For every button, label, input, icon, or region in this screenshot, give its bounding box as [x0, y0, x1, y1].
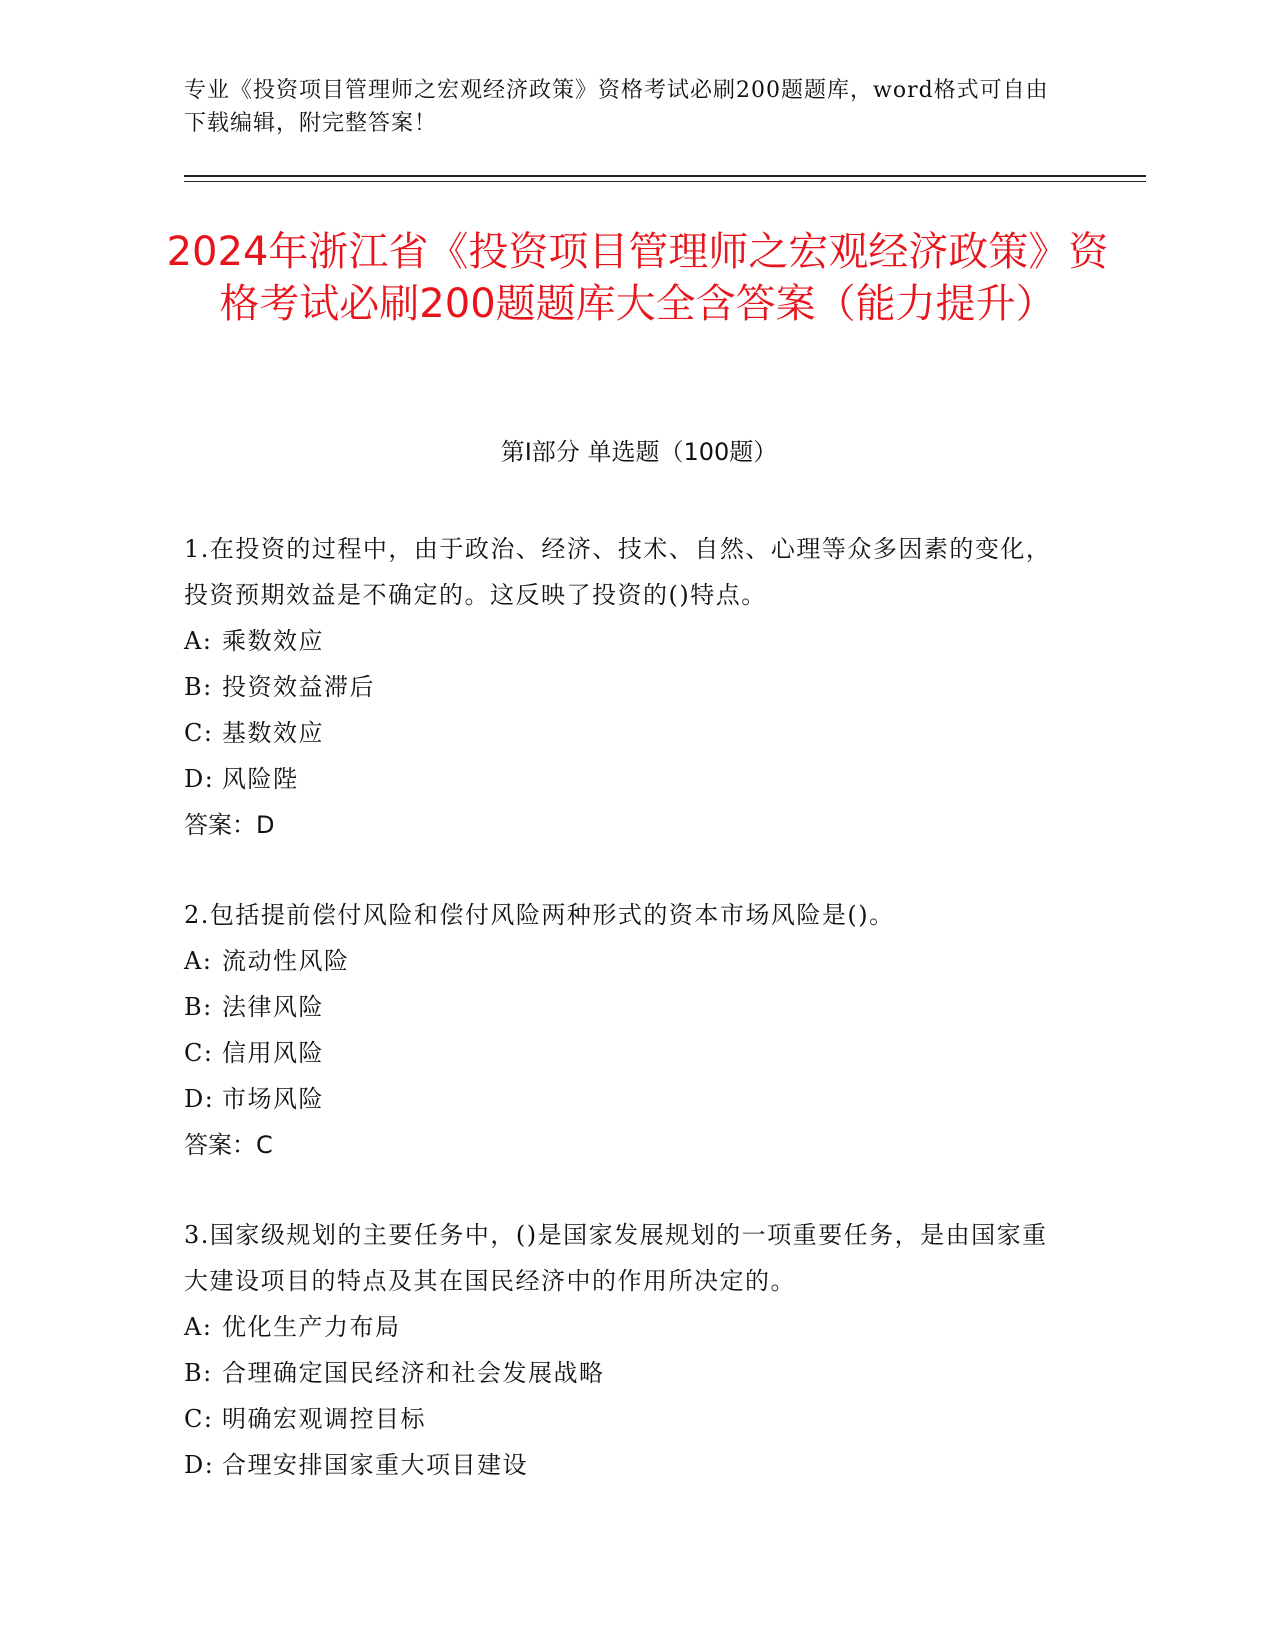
option-d	[184, 1442, 1064, 1488]
option-a	[184, 1304, 1064, 1350]
option-letter: C:	[184, 1405, 214, 1433]
header-note: 专业《投资项目管理师之宏观经济政策》资格考试必刷200题题库，word格式可自由下载编辑，附完整答案！	[184, 78, 1049, 136]
option-letter: B:	[184, 1359, 213, 1387]
answer-label: 答案：	[184, 811, 256, 839]
option-a	[184, 938, 1064, 984]
option-text: 明确宏观调控目标	[222, 1405, 426, 1433]
option-c	[184, 710, 1064, 756]
option-text: 基数效应	[222, 719, 324, 747]
option-c	[184, 1396, 1064, 1442]
answer-line	[184, 1122, 1064, 1168]
option-letter: D:	[184, 1451, 215, 1479]
question-1	[184, 526, 1064, 848]
option-text: 合理安排国家重大项目建设	[222, 1451, 528, 1479]
question-stem: 1.在投资的过程中，由于政治、经济、技术、自然、心理等众多因素的变化，投资预期效益是不确定的。这反映了投资的()特点。	[184, 535, 1052, 609]
option-text: 流动性风险	[222, 947, 350, 975]
option-b	[184, 1350, 1064, 1396]
question-3	[184, 1212, 1064, 1488]
option-b	[184, 984, 1064, 1030]
option-d	[184, 1076, 1064, 1122]
header-rule-thick	[184, 175, 1146, 177]
option-text: 合理确定国民经济和社会发展战略	[222, 1359, 605, 1387]
section-title: 第Ⅰ部分 单选题（100题）	[500, 438, 778, 466]
question-2	[184, 892, 1064, 1168]
option-text: 投资效益滞后	[222, 673, 375, 701]
question-list	[184, 526, 1064, 1532]
answer-value: D	[256, 811, 275, 839]
option-letter: D:	[184, 765, 215, 793]
option-letter: C:	[184, 719, 214, 747]
option-letter: B:	[184, 673, 213, 701]
option-letter: A:	[184, 627, 213, 655]
option-text: 风险陛	[222, 765, 299, 793]
document-title: 2024年浙江省《投资项目管理师之宏观经济政策》资格考试必刷200题题库大全含答案（能力提升）	[166, 229, 1109, 327]
question-stem: 3.国家级规划的主要任务中，()是国家发展规划的一项重要任务，是由国家重大建设项目的特点及其在国民经济中的作用所决定的。	[184, 1221, 1048, 1295]
option-letter: B:	[184, 993, 213, 1021]
option-text: 乘数效应	[222, 627, 324, 655]
option-text: 优化生产力布局	[222, 1313, 401, 1341]
header-rule-thin	[184, 181, 1146, 182]
answer-value: C	[256, 1131, 273, 1159]
option-text: 法律风险	[222, 993, 324, 1021]
option-d	[184, 756, 1064, 802]
answer-label: 答案：	[184, 1131, 256, 1159]
option-text: 市场风险	[222, 1085, 324, 1113]
option-a	[184, 618, 1064, 664]
option-letter: D:	[184, 1085, 215, 1113]
option-letter: C:	[184, 1039, 214, 1067]
option-text: 信用风险	[222, 1039, 324, 1067]
option-letter: A:	[184, 1313, 213, 1341]
question-stem: 2.包括提前偿付风险和偿付风险两种形式的资本市场风险是()。	[184, 901, 895, 929]
option-b	[184, 664, 1064, 710]
option-letter: A:	[184, 947, 213, 975]
option-c	[184, 1030, 1064, 1076]
answer-line	[184, 802, 1064, 848]
